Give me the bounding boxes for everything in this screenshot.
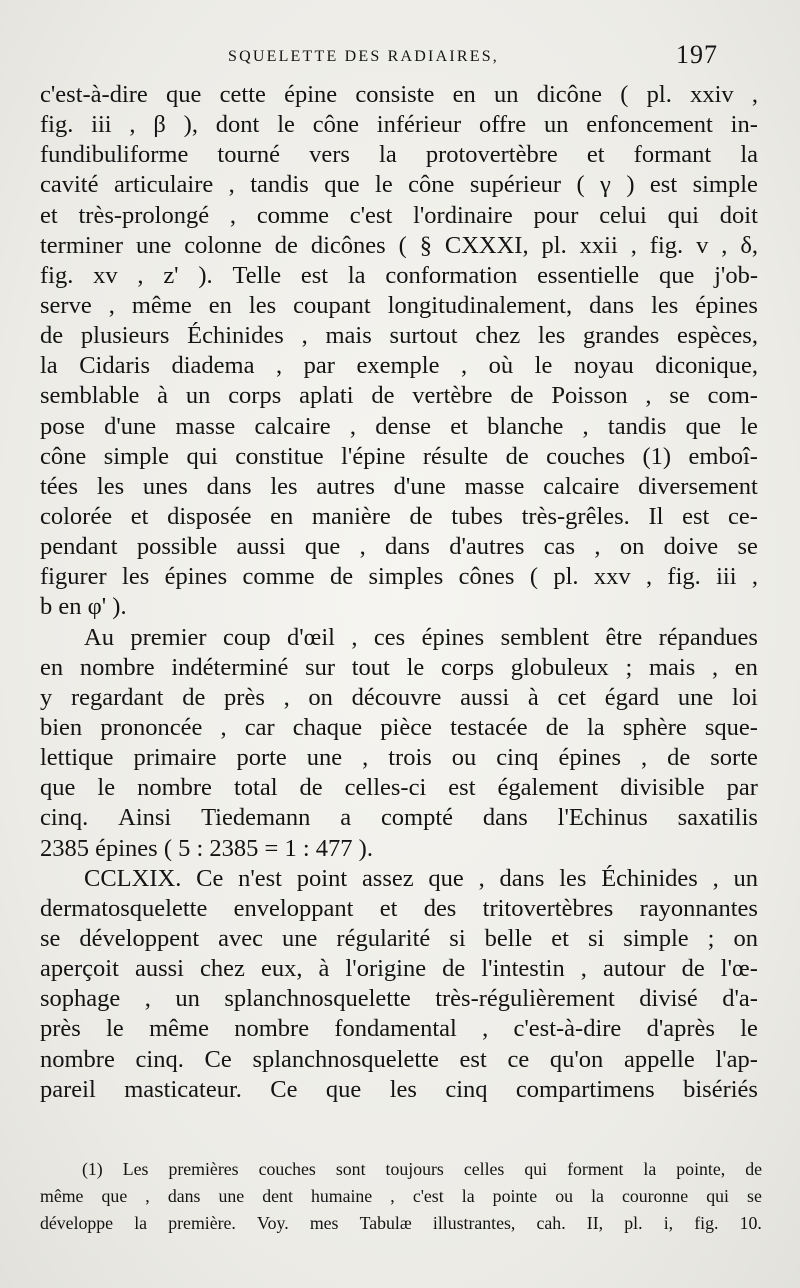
text-line: CCLXIX. Ce n'est point assez que , dans les Échinides , un	[84, 864, 758, 892]
text-line: cinq. Ainsi Tiedemann a compté dans l'Echinus saxatilis	[40, 804, 758, 832]
text-line: de plusieurs Échinides , mais surtout chez les grandes espèces,	[40, 322, 758, 350]
text-line: dermatosquelette enveloppant et des tritovertèbres rayonnantes	[40, 894, 758, 922]
text-line: bien prononcée , car chaque pièce testacée de la sphère sque-	[40, 713, 758, 741]
text-line: pendant possible aussi que , dans d'autres cas , on doive se	[40, 533, 758, 561]
text-line: c'est-à-dire que cette épine consiste en un dicône ( pl. xxiv ,	[40, 81, 758, 108]
text-line: figurer les épines comme de simples cônes ( pl. xxv , fig. iii ,	[40, 563, 758, 591]
footnote-line: même que , dans une dent humaine , c'est la pointe ou la couronne qui se	[40, 1186, 762, 1206]
text-line: pareil masticateur. Ce que les cinq compartimens bisériés	[40, 1075, 758, 1103]
text-line: se développent avec une régularité si belle et si simple ; on	[40, 924, 758, 952]
text-line: b en φ' ).	[40, 593, 127, 621]
text-line: et très-prolongé , comme c'est l'ordinaire pour celui qui doit	[40, 201, 758, 229]
text-line: semblable à un corps aplati de vertèbre de Poisson , se com-	[40, 382, 758, 410]
text-line: Au premier coup d'œil , ces épines semblent être répandues	[84, 623, 758, 651]
text-line: colorée et disposée en manière de tubes très-grêles. Il est ce-	[40, 502, 758, 530]
text-line: aperçoit aussi chez eux, à l'origine de l'intestin , autour de l'œ-	[40, 955, 758, 983]
footnotes	[40, 1156, 762, 1237]
text-line: cône simple qui constitue l'épine résulte de couches (1) emboî-	[40, 442, 758, 470]
text-line: fig. iii , β ), dont le cône inférieur offre un enfoncement in-	[40, 111, 758, 139]
text-line: sophage , un splanchnosquelette très-régulièrement divisé d'a-	[40, 985, 758, 1013]
text-line: y regardant de près , on découvre aussi à cet égard une loi	[40, 683, 758, 711]
text-line: en nombre indéterminé sur tout le corps globuleux ; mais , en	[40, 653, 758, 681]
text-line: serve , même en les coupant longitudinalement, dans les épines	[40, 291, 758, 319]
text-line: 2385 épines ( 5 : 2385 = 1 : 477 ).	[40, 834, 373, 862]
text-line: que le nombre total de celles-ci est également divisible par	[40, 774, 758, 802]
text-line: terminer une colonne de dicônes ( § CXXXI, pl. xxii , fig. v , δ,	[40, 231, 758, 259]
text-line: la Cidaris diadema , par exemple , où le noyau diconique,	[40, 352, 758, 380]
text-line: cavité articulaire , tandis que le cône supérieur ( γ ) est simple	[40, 171, 758, 199]
page-number: 197	[676, 40, 718, 69]
text-line: lettique primaire porte une , trois ou cinq épines , de sorte	[40, 744, 758, 772]
footnote-line: développe la première. Voy. mes Tabulæ illustrantes, cah. II, pl. i, fig. 10.	[40, 1213, 762, 1233]
text-line: nombre cinq. Ce splanchnosquelette est ce qu'on appelle l'ap-	[40, 1045, 758, 1073]
text-line: pose d'une masse calcaire , dense et blanche , tandis que le	[40, 412, 758, 440]
footnote-line: (1) Les premières couches sont toujours celles qui forment la pointe, de	[82, 1159, 762, 1179]
page-header	[0, 40, 800, 80]
text-line: fig. xv , z' ). Telle est la conformation essentielle que j'ob-	[40, 261, 758, 289]
text-line: près le même nombre fondamental , c'est-à-dire d'après le	[40, 1015, 758, 1043]
running-head: SQUELETTE DES RADIAIRES,	[228, 48, 500, 65]
body-text	[40, 80, 758, 1105]
text-line: tées les unes dans les autres d'une masse calcaire diversement	[40, 472, 758, 500]
text-line: fundibuliforme tourné vers la protovertèbre et formant la	[40, 141, 758, 169]
